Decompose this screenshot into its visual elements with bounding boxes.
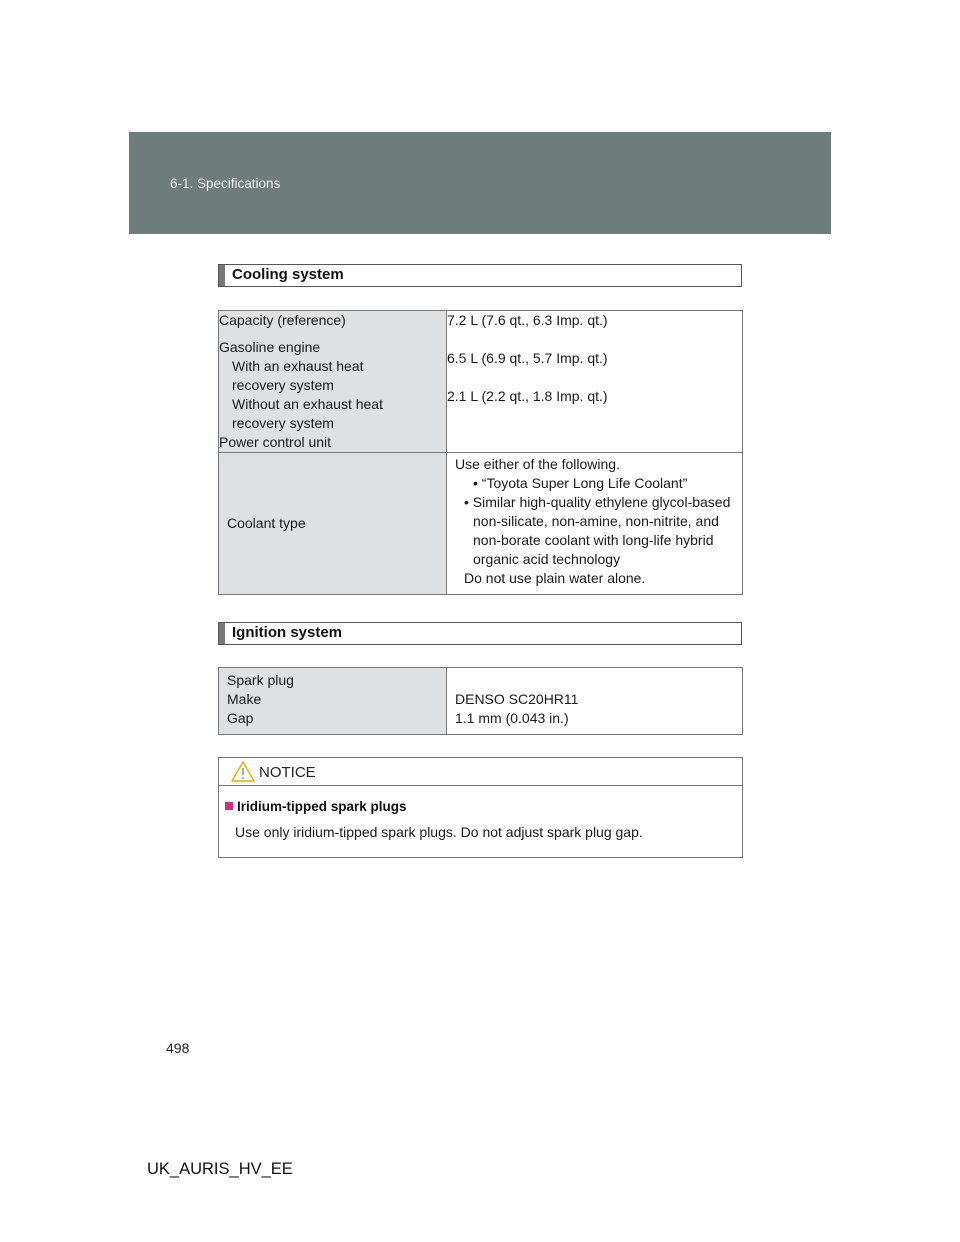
with-heat-value: 7.2 L (7.6 qt., 6.3 Imp. qt.)	[447, 312, 608, 328]
pcu-value: 2.1 L (2.2 qt., 1.8 Imp. qt.)	[447, 388, 608, 404]
coolant-option-1: • “Toyota Super Long Life Coolant”	[473, 475, 688, 491]
with-heat-label-2: recovery system	[232, 377, 334, 393]
cooling-section-heading	[218, 264, 742, 287]
heading-accent	[219, 265, 225, 286]
without-heat-value: 6.5 L (6.9 qt., 5.7 Imp. qt.)	[447, 350, 608, 366]
with-heat-label-1: With an exhaust heat	[232, 358, 364, 374]
without-heat-label-2: recovery system	[232, 415, 334, 431]
cooling-section-title: Cooling system	[232, 266, 344, 283]
notice-header	[219, 758, 742, 786]
notice-title: NOTICE	[259, 764, 316, 781]
notice-item-title-text: Iridium-tipped spark plugs	[237, 799, 407, 814]
square-bullet-icon	[225, 802, 233, 810]
spark-plug-label: Spark plug	[227, 672, 294, 688]
without-heat-label-1: Without an exhaust heat	[232, 396, 383, 412]
make-value: DENSO SC20HR11	[455, 691, 579, 707]
warning-triangle-icon	[231, 761, 255, 782]
ignition-section-heading	[218, 622, 742, 645]
pcu-label: Power control unit	[219, 434, 332, 450]
cooling-spec-table	[218, 310, 743, 595]
gap-value: 1.1 mm (0.043 in.)	[455, 710, 569, 726]
coolant-option-2: • Similar high-quality ethylene glycol-based non-silicate, non-amine, non-nitrite, and non-borate coolant with long-life hybrid organic acid technology	[464, 494, 731, 567]
heading-accent	[219, 623, 225, 644]
capacity-label-cell	[219, 311, 447, 453]
spark-plug-value-cell	[447, 668, 743, 735]
gasoline-engine-label: Gasoline engine	[219, 339, 321, 355]
section-breadcrumb: 6-1. Specifications	[170, 176, 281, 191]
ignition-spec-table	[218, 667, 743, 735]
capacity-value-cell	[447, 311, 743, 453]
table-row	[219, 668, 743, 735]
make-label: Make	[227, 691, 262, 707]
coolant-type-label-cell	[219, 453, 447, 595]
notice-item-text: Use only iridium-tipped spark plugs. Do not adjust spark plug gap.	[235, 824, 643, 840]
coolant-intro: Use either of the following.	[455, 456, 620, 472]
notice-item-title	[225, 799, 407, 814]
coolant-warning: Do not use plain water alone.	[464, 570, 646, 586]
ignition-section-title: Ignition system	[232, 624, 343, 641]
spark-plug-label-cell	[219, 668, 447, 735]
notice-box	[218, 757, 743, 858]
document-code: UK_AURIS_HV_EE	[147, 1160, 293, 1178]
capacity-label: Capacity (reference)	[219, 312, 346, 328]
page-header	[129, 132, 831, 234]
gap-label: Gap	[227, 710, 254, 726]
coolant-type-value-cell	[447, 453, 743, 595]
page-number: 498	[166, 1040, 190, 1056]
coolant-type-label: Coolant type	[227, 515, 306, 531]
table-row	[219, 311, 743, 453]
table-row	[219, 453, 743, 595]
